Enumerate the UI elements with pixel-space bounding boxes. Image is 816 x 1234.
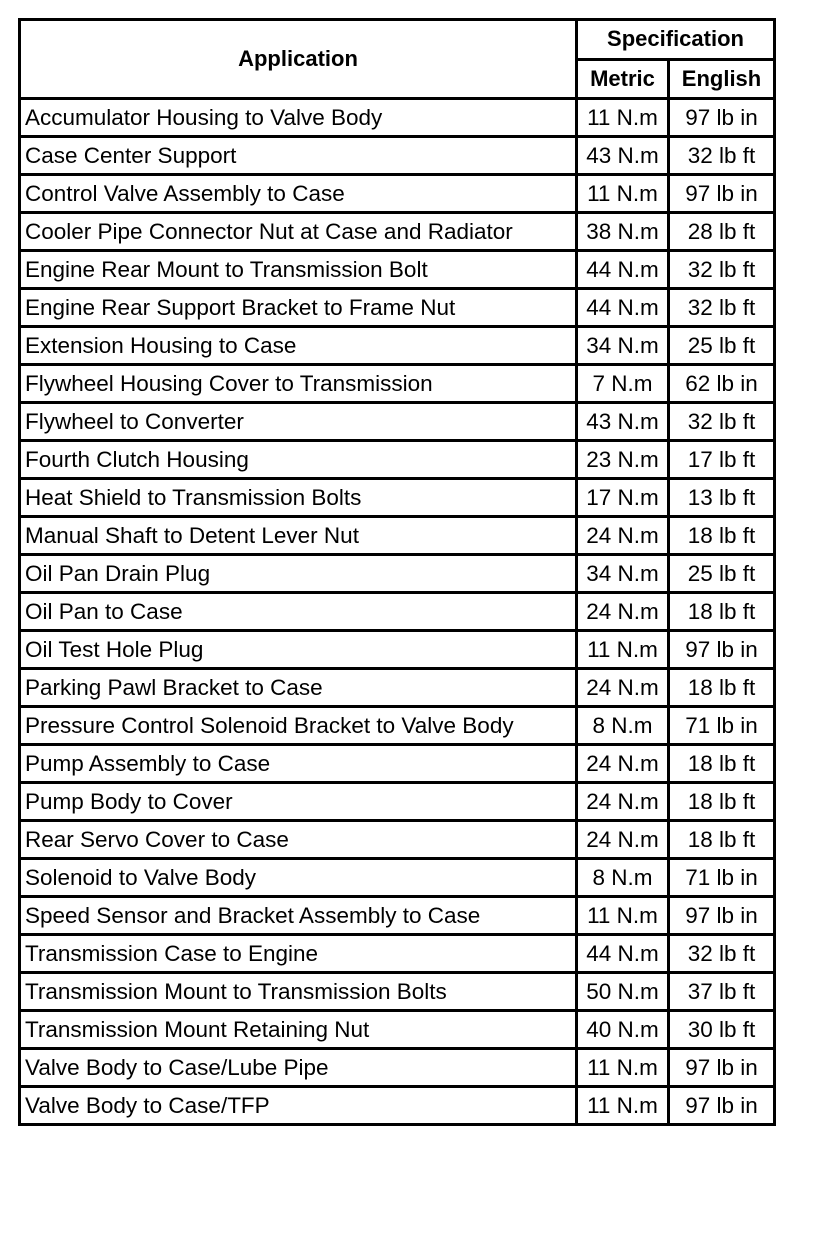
metric-cell: 24 N.m: [577, 745, 669, 783]
application-cell: Speed Sensor and Bracket Assembly to Case: [20, 897, 577, 935]
english-cell: 18 lb ft: [669, 593, 775, 631]
table-row: [20, 517, 775, 555]
metric-cell: 24 N.m: [577, 821, 669, 859]
english-cell: 18 lb ft: [669, 517, 775, 555]
english-cell: 18 lb ft: [669, 745, 775, 783]
english-cell: 97 lb in: [669, 99, 775, 137]
english-cell: 97 lb in: [669, 1087, 775, 1125]
table-row: [20, 783, 775, 821]
application-cell: Rear Servo Cover to Case: [20, 821, 577, 859]
table-row: [20, 137, 775, 175]
application-cell: Engine Rear Mount to Transmission Bolt: [20, 251, 577, 289]
english-cell: 32 lb ft: [669, 137, 775, 175]
metric-cell: 17 N.m: [577, 479, 669, 517]
metric-cell: 24 N.m: [577, 517, 669, 555]
table-row: [20, 479, 775, 517]
table-row: [20, 821, 775, 859]
table-row: [20, 289, 775, 327]
english-cell: 30 lb ft: [669, 1011, 775, 1049]
application-cell: Valve Body to Case/TFP: [20, 1087, 577, 1125]
table-row: [20, 1087, 775, 1125]
english-cell: 18 lb ft: [669, 669, 775, 707]
application-cell: Parking Pawl Bracket to Case: [20, 669, 577, 707]
table-row: [20, 99, 775, 137]
application-cell: Transmission Mount Retaining Nut: [20, 1011, 577, 1049]
english-cell: 97 lb in: [669, 1049, 775, 1087]
english-cell: 97 lb in: [669, 631, 775, 669]
english-cell: 32 lb ft: [669, 403, 775, 441]
application-cell: Transmission Case to Engine: [20, 935, 577, 973]
header-english: English: [669, 59, 775, 99]
table-row: [20, 365, 775, 403]
table-row: [20, 403, 775, 441]
metric-cell: 11 N.m: [577, 631, 669, 669]
table-row: [20, 175, 775, 213]
english-cell: 18 lb ft: [669, 783, 775, 821]
english-cell: 25 lb ft: [669, 327, 775, 365]
application-cell: Pump Body to Cover: [20, 783, 577, 821]
metric-cell: 34 N.m: [577, 327, 669, 365]
metric-cell: 38 N.m: [577, 213, 669, 251]
metric-cell: 24 N.m: [577, 669, 669, 707]
english-cell: 32 lb ft: [669, 935, 775, 973]
application-cell: Manual Shaft to Detent Lever Nut: [20, 517, 577, 555]
english-cell: 13 lb ft: [669, 479, 775, 517]
application-cell: Engine Rear Support Bracket to Frame Nut: [20, 289, 577, 327]
table-row: [20, 213, 775, 251]
table-row: [20, 1011, 775, 1049]
application-cell: Extension Housing to Case: [20, 327, 577, 365]
english-cell: 71 lb in: [669, 707, 775, 745]
application-cell: Control Valve Assembly to Case: [20, 175, 577, 213]
application-cell: Solenoid to Valve Body: [20, 859, 577, 897]
table-body: [20, 99, 775, 1125]
metric-cell: 43 N.m: [577, 137, 669, 175]
application-cell: Oil Test Hole Plug: [20, 631, 577, 669]
metric-cell: 11 N.m: [577, 1049, 669, 1087]
application-cell: Oil Pan Drain Plug: [20, 555, 577, 593]
application-cell: Case Center Support: [20, 137, 577, 175]
header-application: Application: [20, 20, 577, 99]
table-row: [20, 631, 775, 669]
metric-cell: 44 N.m: [577, 289, 669, 327]
metric-cell: 44 N.m: [577, 935, 669, 973]
english-cell: 97 lb in: [669, 897, 775, 935]
metric-cell: 11 N.m: [577, 99, 669, 137]
application-cell: Pump Assembly to Case: [20, 745, 577, 783]
application-cell: Fourth Clutch Housing: [20, 441, 577, 479]
table-row: [20, 745, 775, 783]
application-cell: Flywheel Housing Cover to Transmission: [20, 365, 577, 403]
application-cell: Oil Pan to Case: [20, 593, 577, 631]
table-row: [20, 897, 775, 935]
metric-cell: 11 N.m: [577, 1087, 669, 1125]
english-cell: 97 lb in: [669, 175, 775, 213]
torque-spec-table: [18, 18, 776, 1126]
english-cell: 37 lb ft: [669, 973, 775, 1011]
metric-cell: 24 N.m: [577, 593, 669, 631]
application-cell: Accumulator Housing to Valve Body: [20, 99, 577, 137]
application-cell: Pressure Control Solenoid Bracket to Valve Body: [20, 707, 577, 745]
table-row: [20, 441, 775, 479]
application-cell: Heat Shield to Transmission Bolts: [20, 479, 577, 517]
header-row-top: [20, 20, 775, 60]
metric-cell: 43 N.m: [577, 403, 669, 441]
application-cell: Cooler Pipe Connector Nut at Case and Radiator: [20, 213, 577, 251]
application-cell: Valve Body to Case/Lube Pipe: [20, 1049, 577, 1087]
english-cell: 28 lb ft: [669, 213, 775, 251]
table-row: [20, 669, 775, 707]
metric-cell: 44 N.m: [577, 251, 669, 289]
table-row: [20, 555, 775, 593]
metric-cell: 8 N.m: [577, 707, 669, 745]
table-header: [20, 20, 775, 99]
table-row: [20, 327, 775, 365]
metric-cell: 24 N.m: [577, 783, 669, 821]
english-cell: 25 lb ft: [669, 555, 775, 593]
header-specification: Specification: [577, 20, 775, 60]
english-cell: 62 lb in: [669, 365, 775, 403]
table-row: [20, 973, 775, 1011]
header-metric: Metric: [577, 59, 669, 99]
metric-cell: 40 N.m: [577, 1011, 669, 1049]
application-cell: Transmission Mount to Transmission Bolts: [20, 973, 577, 1011]
application-cell: Flywheel to Converter: [20, 403, 577, 441]
metric-cell: 34 N.m: [577, 555, 669, 593]
english-cell: 32 lb ft: [669, 289, 775, 327]
table-row: [20, 593, 775, 631]
metric-cell: 8 N.m: [577, 859, 669, 897]
metric-cell: 23 N.m: [577, 441, 669, 479]
table-row: [20, 935, 775, 973]
english-cell: 17 lb ft: [669, 441, 775, 479]
table-row: [20, 251, 775, 289]
english-cell: 71 lb in: [669, 859, 775, 897]
english-cell: 18 lb ft: [669, 821, 775, 859]
metric-cell: 50 N.m: [577, 973, 669, 1011]
metric-cell: 11 N.m: [577, 897, 669, 935]
english-cell: 32 lb ft: [669, 251, 775, 289]
table-row: [20, 1049, 775, 1087]
metric-cell: 7 N.m: [577, 365, 669, 403]
table-row: [20, 707, 775, 745]
metric-cell: 11 N.m: [577, 175, 669, 213]
table-row: [20, 859, 775, 897]
